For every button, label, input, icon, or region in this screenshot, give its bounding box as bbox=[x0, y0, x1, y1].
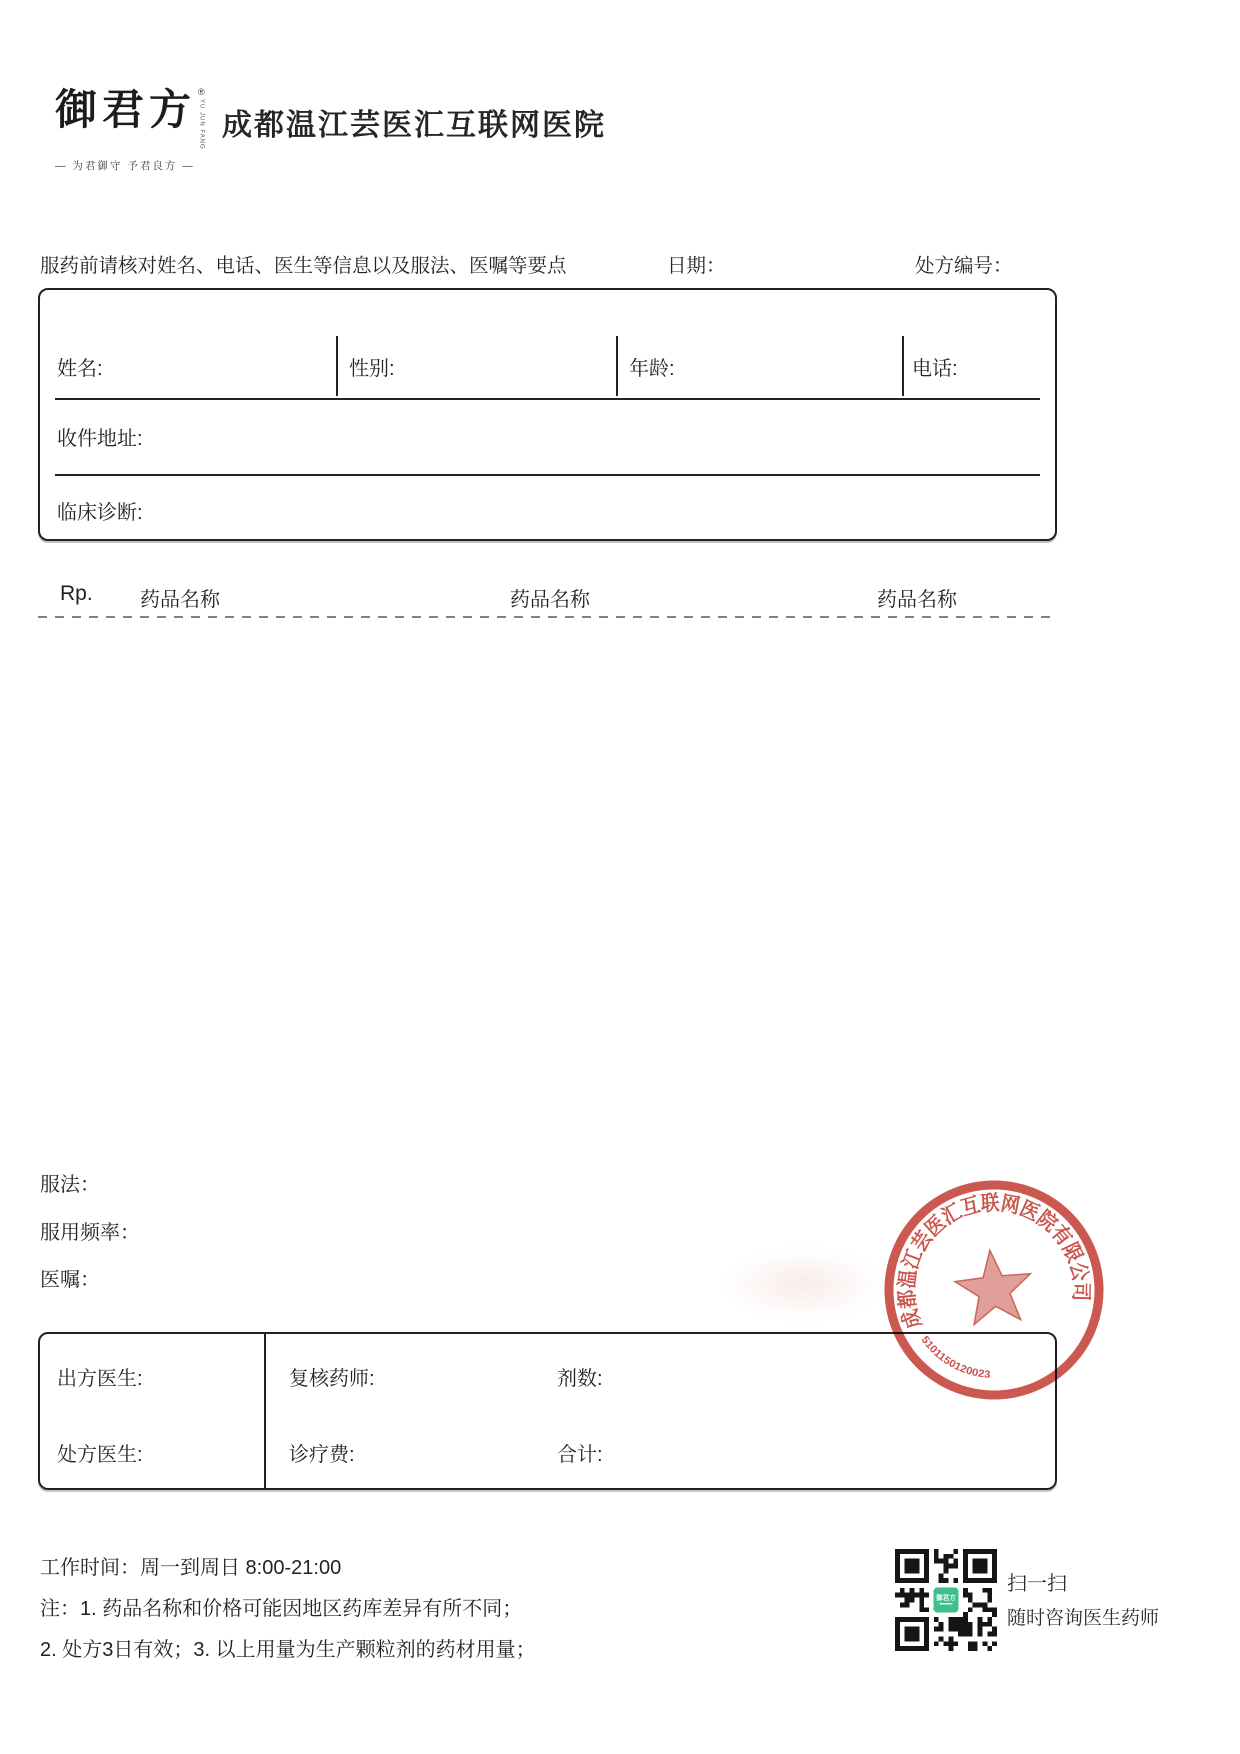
drug-name-column-header: 药品名称 bbox=[877, 589, 957, 611]
consultation-fee-label: 诊疗费: bbox=[289, 1444, 355, 1466]
footer-note-line2: 2. 处方3日有效；3. 以上用量为生产颗粒剂的药材用量； bbox=[40, 1639, 536, 1661]
qr-center-text: 御君方 bbox=[936, 1594, 956, 1602]
logo-tagline: — 为君御守 予君良方 — bbox=[55, 159, 195, 172]
drug-name-column-header: 药品名称 bbox=[510, 589, 590, 611]
logo-pinyin-vertical: YU JUN FANG bbox=[198, 99, 205, 150]
work-hours-text: 工作时间：周一到周日 8:00-21:00 bbox=[40, 1557, 342, 1579]
divider bbox=[616, 336, 618, 396]
drug-name-column-header: 药品名称 bbox=[140, 589, 220, 611]
dashed-separator bbox=[38, 616, 1057, 618]
qr-finder-top-right bbox=[963, 1549, 997, 1583]
advice-label: 医嘱： bbox=[40, 1269, 100, 1291]
qr-scan-title: 扫一扫 bbox=[1007, 1573, 1067, 1595]
seal-serial-number: 5101150120023 bbox=[918, 1333, 991, 1381]
gender-field-label: 性别: bbox=[349, 358, 395, 380]
usage-label: 服法： bbox=[40, 1174, 100, 1196]
seal-star-icon bbox=[952, 1246, 1035, 1326]
medication-check-notice: 服药前请核对姓名、电话、医生等信息以及服法、医嘱等要点 bbox=[40, 255, 567, 277]
hospital-title: 成都温江芸医汇互联网医院 bbox=[222, 109, 606, 142]
qr-finder-top-left bbox=[895, 1549, 929, 1583]
brand-logo bbox=[55, 88, 215, 173]
qr-center-logo bbox=[933, 1587, 958, 1612]
phone-field-label: 电话: bbox=[912, 358, 958, 380]
divider bbox=[336, 336, 338, 396]
divider bbox=[902, 336, 904, 396]
diagnosis-field-label: 临床诊断: bbox=[57, 502, 143, 524]
total-label: 合计: bbox=[557, 1444, 603, 1466]
review-pharmacist-label: 复核药师: bbox=[289, 1368, 375, 1390]
rx-number-label: 处方编号： bbox=[915, 255, 1013, 277]
frequency-label: 服用频率： bbox=[40, 1222, 140, 1244]
divider bbox=[55, 474, 1040, 476]
hospital-seal-stamp bbox=[864, 1160, 1123, 1419]
qr-finder-bottom-left bbox=[895, 1617, 929, 1651]
rp-label: Rp. bbox=[60, 582, 93, 605]
issuing-doctor-label: 出方医生: bbox=[57, 1368, 143, 1390]
patient-info-box bbox=[38, 288, 1057, 541]
name-field-label: 姓名: bbox=[57, 358, 103, 380]
logo-wordmark: 御君方 bbox=[55, 88, 197, 134]
address-field-label: 收件地址: bbox=[57, 428, 143, 450]
registered-trademark-icon: ® bbox=[198, 87, 205, 97]
qr-code bbox=[895, 1549, 997, 1651]
age-field-label: 年龄: bbox=[629, 358, 675, 380]
seal-ring-text: 成都温江芸医汇互联网医院有限公司 bbox=[895, 1191, 1093, 1332]
divider bbox=[264, 1334, 266, 1488]
svg-text:5101150120023 bbox=[918, 1328, 992, 1388]
qr-scan-subtitle: 随时咨询医生药师 bbox=[1007, 1608, 1160, 1629]
dose-count-label: 剂数: bbox=[557, 1368, 603, 1390]
divider bbox=[55, 398, 1040, 400]
prescribing-doctor-label: 处方医生: bbox=[57, 1444, 143, 1466]
date-label: 日期： bbox=[667, 255, 726, 277]
footer-note-line1: 注：1. 药品名称和价格可能因地区药库差异有所不同； bbox=[40, 1598, 523, 1620]
